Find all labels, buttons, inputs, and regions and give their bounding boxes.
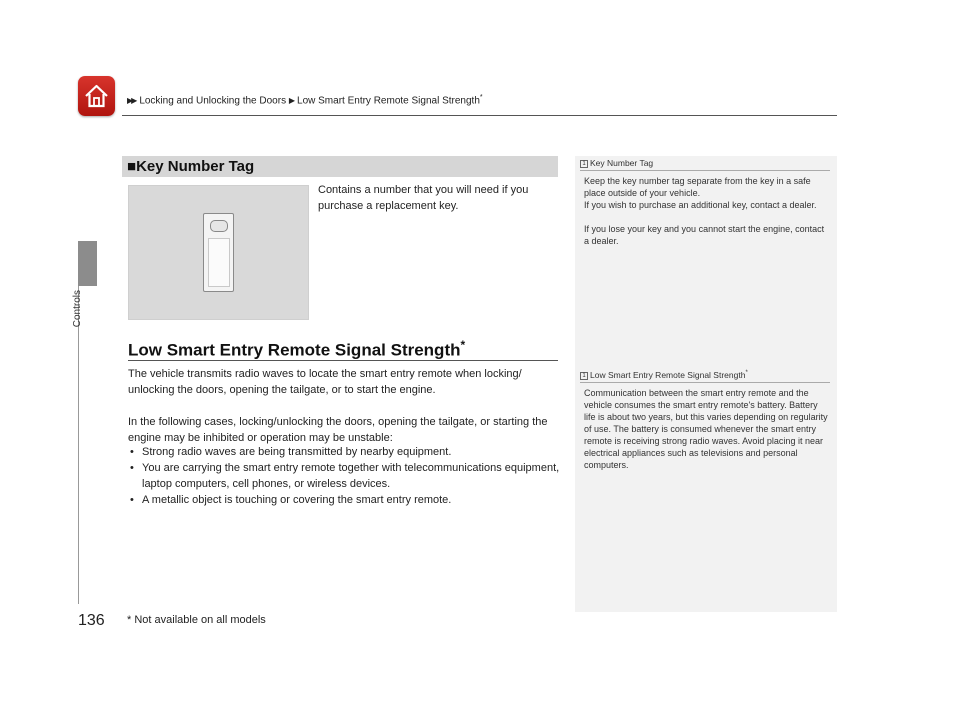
note-title-text: Low Smart Entry Remote Signal Strength bbox=[590, 370, 746, 380]
section-heading-bar bbox=[122, 156, 558, 177]
note-title bbox=[580, 158, 830, 168]
breadcrumb-arrow-icon: ▶ bbox=[288, 96, 294, 106]
body-paragraph: The vehicle transmits radio waves to locate the smart entry remote when locking/ unlocking the doors, opening the tailgate, or to start the engine. bbox=[128, 368, 522, 396]
side-tab-marker bbox=[78, 241, 97, 286]
note-title-text: Key Number Tag bbox=[590, 158, 654, 168]
breadcrumb-arrow-icon: ▶▶ bbox=[127, 96, 136, 106]
key-tag-label-area bbox=[208, 238, 230, 287]
note-marker-icon: 1 bbox=[580, 372, 588, 380]
note-text: Keep the key number tag separate from the key in a safe place outside of your vehicle. bbox=[584, 176, 811, 198]
section-title-text: Low Smart Entry Remote Signal Strength bbox=[128, 340, 461, 360]
note-text: If you wish to purchase an additional key, contact a dealer. bbox=[584, 200, 817, 210]
home-button[interactable] bbox=[78, 76, 115, 116]
list-item: • You are carrying the smart entry remote together with telecommunications equipment, laptop computers, cell phones, or wireless devices. bbox=[128, 460, 560, 492]
breadcrumb-current: Low Smart Entry Remote Signal Strength bbox=[297, 95, 480, 107]
section-heading-marker: ■ bbox=[127, 158, 137, 175]
note-body bbox=[584, 175, 830, 247]
list-item: • Strong radio waves are being transmitted by nearby equipment. bbox=[128, 444, 560, 460]
body-paragraph: In the following cases, locking/unlocking the doors, opening the tailgate, or starting the engine may be inhibited or operation may be unstable: bbox=[128, 416, 548, 444]
header-divider bbox=[122, 115, 837, 116]
list-item: • A metallic object is touching or covering the smart entry remote. bbox=[128, 492, 560, 508]
side-tab-label: Controls bbox=[72, 290, 83, 328]
page-number: 136 bbox=[78, 612, 105, 629]
home-icon bbox=[84, 83, 109, 109]
key-tag-icon bbox=[203, 213, 234, 292]
key-tag-hole bbox=[210, 220, 228, 232]
breadcrumb-asterisk: * bbox=[479, 94, 483, 101]
note-divider bbox=[580, 382, 830, 383]
note-marker-icon: 1 bbox=[580, 160, 588, 168]
footnote: * Not available on all models bbox=[127, 614, 266, 626]
key-number-tag-illustration bbox=[128, 185, 309, 320]
note-divider bbox=[580, 170, 830, 171]
note-title-asterisk: * bbox=[745, 370, 748, 377]
section-title-signal bbox=[128, 338, 465, 361]
breadcrumb-link-locking[interactable]: Locking and Unlocking the Doors bbox=[139, 95, 287, 107]
note-low-signal bbox=[580, 370, 830, 471]
section-heading bbox=[127, 158, 254, 175]
side-tab-divider bbox=[78, 286, 79, 604]
section-title-divider bbox=[128, 360, 558, 361]
note-text: Communication between the smart entry remote and the vehicle consumes the smart entry remote's battery. Battery life is about two years, but this varies depending on regularity of use. The battery is consumed whenever the smart entry remote is receiving strong radio waves. Avoid placing it near electrical appliances such as televisions and personal computers. bbox=[584, 388, 828, 470]
key-tag-description: Contains a number that you will need if you purchase a replacement key. bbox=[318, 184, 529, 212]
note-text: If you lose your key and you cannot start the engine, contact a dealer. bbox=[584, 224, 825, 246]
section-heading-text: Key Number Tag bbox=[136, 158, 255, 175]
bullet-list bbox=[128, 444, 560, 508]
section-title-asterisk: * bbox=[460, 338, 466, 352]
note-body bbox=[584, 387, 830, 471]
note-title bbox=[580, 370, 830, 380]
note-key-number-tag bbox=[580, 158, 830, 247]
breadcrumb bbox=[127, 94, 483, 106]
